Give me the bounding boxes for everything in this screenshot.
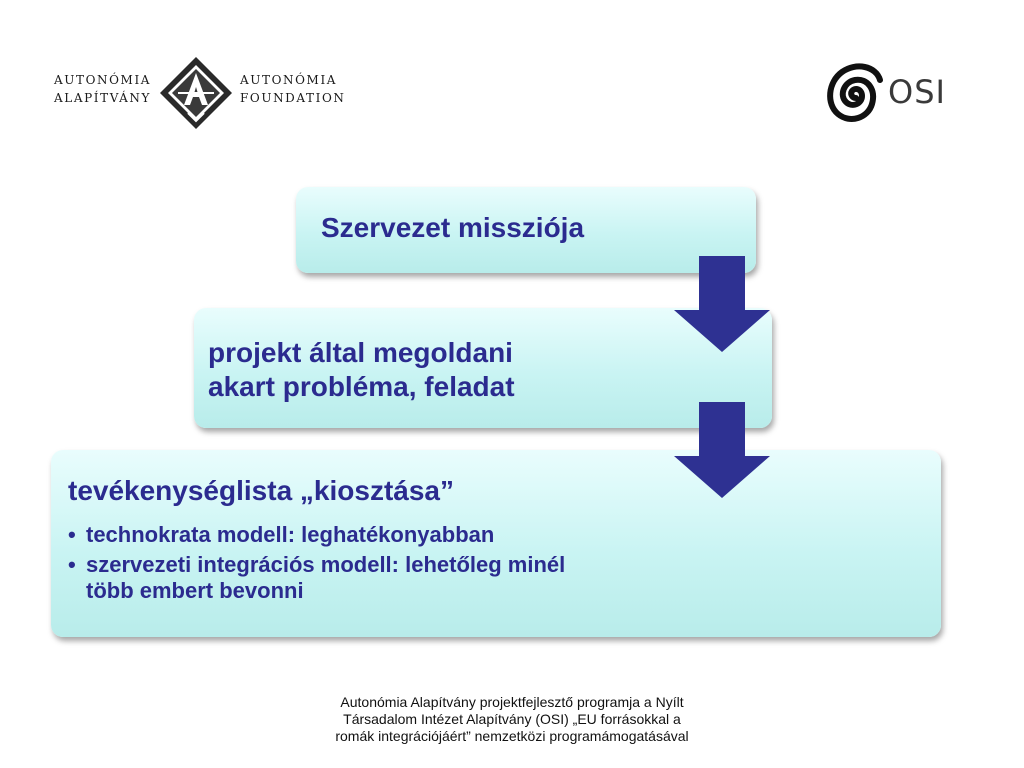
arrow-down-icon <box>674 256 770 352</box>
logo-text-hungarian <box>54 71 151 107</box>
problem-title-line1: projekt által megoldani <box>208 337 513 368</box>
bullet-text-line1: szervezeti integrációs modell: lehetőleg minél <box>86 552 566 577</box>
bullet-text-line2: több embert bevonni <box>86 578 304 603</box>
bullet-text: technokrata modell: leghatékonyabban <box>86 522 495 547</box>
activity-title: tevékenységlista „kiosztása” <box>68 475 454 506</box>
logo-text-en-line2: FOUNDATION <box>240 91 346 105</box>
osi-text: OSI <box>888 73 946 111</box>
logo-text-english <box>240 71 346 107</box>
activity-box <box>51 450 941 637</box>
list-item <box>68 552 565 604</box>
problem-title-line2: akart probléma, feladat <box>208 371 515 402</box>
osi-logo <box>822 50 952 134</box>
arrow-down-icon <box>674 402 770 498</box>
logo-text-hu-line1: AUTONÓMIA <box>54 73 152 87</box>
activity-bullet-list <box>68 522 565 608</box>
footer-line3: romák integrációjáért” nemzetközi programámogatásával <box>335 728 689 744</box>
footer-caption <box>300 694 724 745</box>
logo-text-en-line1: AUTONÓMIA <box>240 73 338 87</box>
spiral-icon <box>822 50 884 134</box>
problem-title <box>208 336 515 404</box>
footer-line1: Autonómia Alapítvány projektfejlesztő programja a Nyílt <box>340 694 684 710</box>
mission-title: Szervezet missziója <box>321 212 585 243</box>
autonomia-emblem-icon <box>158 55 234 131</box>
autonomia-logo <box>54 55 354 131</box>
bullet-dot: • <box>68 522 76 547</box>
logo-text-hu-line2: ALAPÍTVÁNY <box>54 91 152 105</box>
list-item <box>68 522 565 548</box>
bullet-dot: • <box>68 552 76 577</box>
footer-line2: Társadalom Intézet Alapítvány (OSI) „EU forrásokkal a <box>343 711 681 727</box>
